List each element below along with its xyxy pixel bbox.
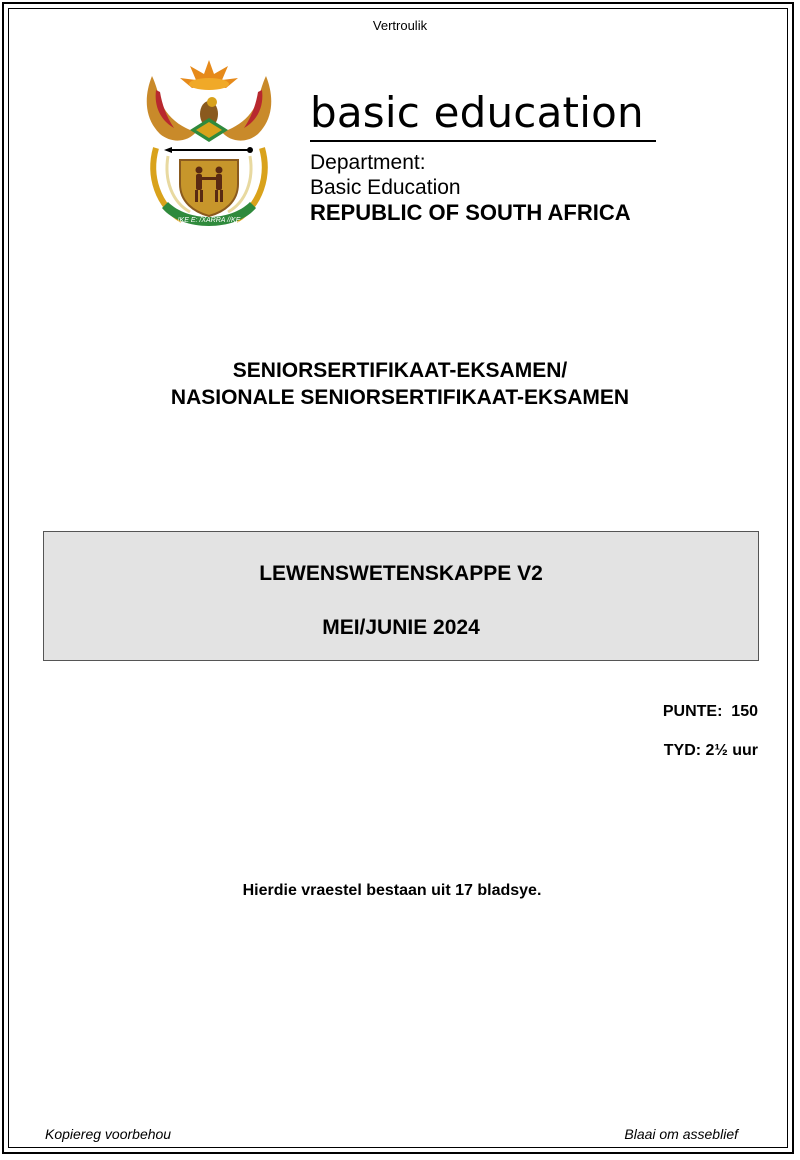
exam-duration: TYD: 2½ uur xyxy=(663,742,758,759)
exam-title-line1: SENIORSERTIFIKAAT-EKSAMEN/ xyxy=(232,359,568,382)
copyright-footer: Kopiereg voorbehou xyxy=(45,1126,172,1142)
department-label: Department: xyxy=(310,151,426,174)
country-name: REPUBLIC OF SOUTH AFRICA xyxy=(310,200,631,225)
crest-motto: !KE E: /XARRA //KE xyxy=(177,217,241,224)
brand-title: basic education xyxy=(310,88,644,137)
department-name: Basic Education xyxy=(310,176,461,199)
total-marks: PUNTE: 150 xyxy=(662,703,758,720)
sun-icon xyxy=(180,60,238,90)
page-count-note: Hierdie vraestel bestaan uit 17 bladsye. xyxy=(242,882,542,899)
coat-of-arms-logo xyxy=(138,56,280,234)
subject-name: LEWENSWETENSKAPPE V2 xyxy=(259,562,543,585)
exam-session: MEI/JUNIE 2024 xyxy=(322,616,480,639)
exam-title-line2: NASIONALE SENIORSERTIFIKAAT-EKSAMEN xyxy=(170,386,630,409)
department-branding xyxy=(310,88,660,225)
exam-title xyxy=(0,357,800,411)
turn-over-footer: Blaai om asseblief xyxy=(624,1126,738,1142)
subject-box xyxy=(43,531,759,661)
brand-divider xyxy=(310,140,656,142)
confidential-label: Vertroulik xyxy=(372,18,428,33)
